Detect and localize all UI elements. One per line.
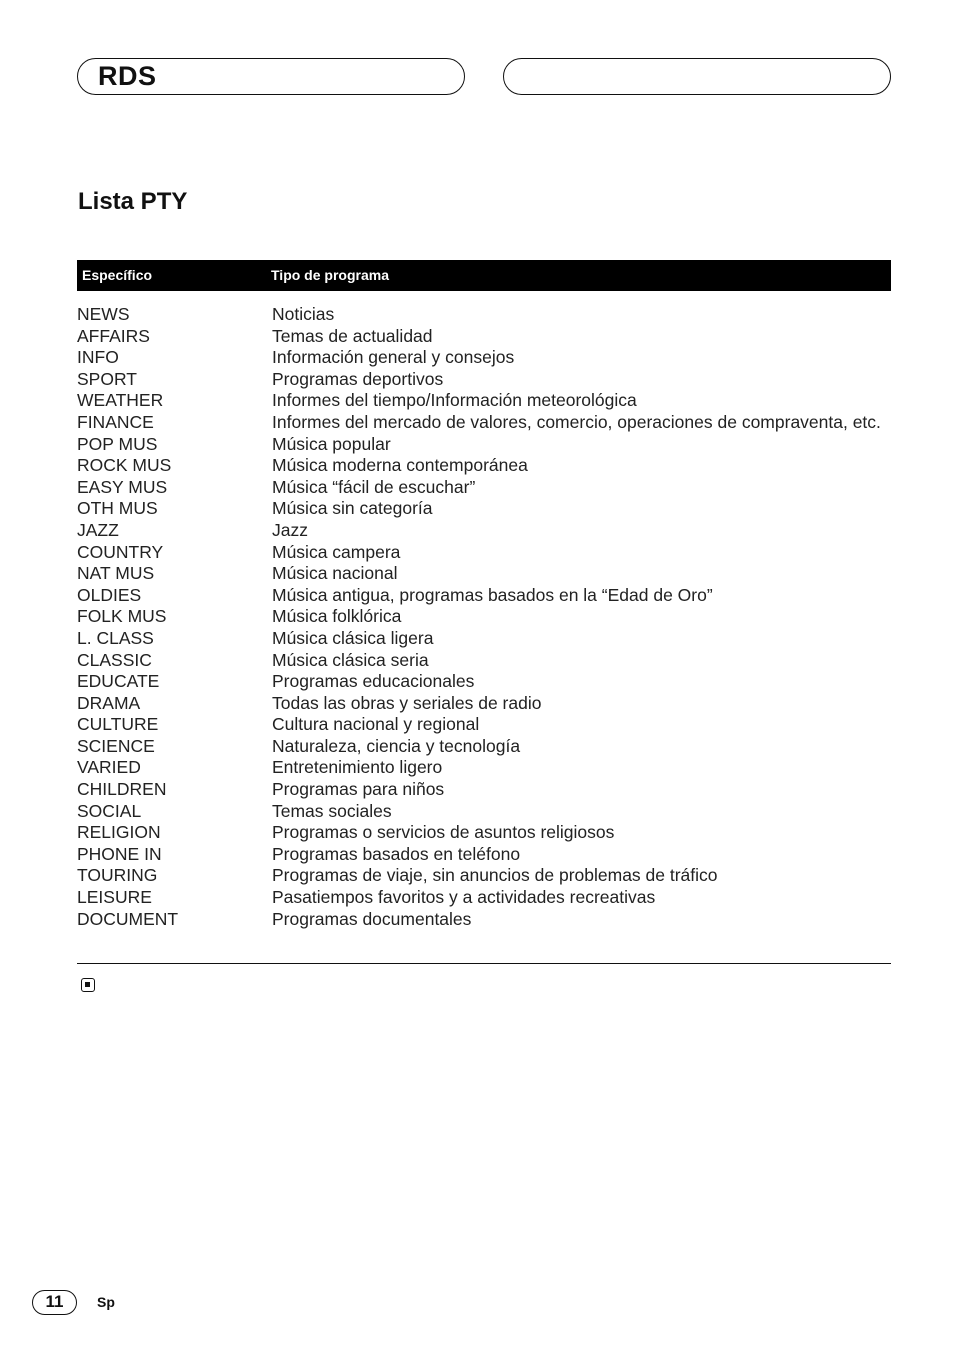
page-title: Lista PTY [78,188,188,215]
table-row [77,542,891,564]
program-type: Programas o servicios de asuntos religiosos [272,822,615,843]
table-row [77,520,891,542]
pty-code: VARIED [77,757,141,778]
table-bottom-rule [77,963,891,964]
table-header [77,260,891,291]
program-type: Música sin categoría [272,498,433,519]
program-type: Programas basados en teléfono [272,843,521,864]
pty-code: INFO [77,347,119,368]
program-type: Cultura nacional y regional [272,714,480,735]
column-header-code: Específico [82,267,153,283]
pty-code: COUNTRY [77,541,164,562]
pty-code: CHILDREN [77,779,167,800]
pty-code: EDUCATE [77,671,160,692]
program-type: Música clásica seria [272,649,429,670]
pty-code: ROCK MUS [77,455,172,476]
table-row [77,304,891,326]
page-number: 11 [32,1290,77,1315]
program-type: Música folklórica [272,606,402,627]
table-row [77,477,891,499]
end-of-section-icon [81,978,95,992]
program-type: Jazz [272,519,308,540]
program-type: Naturaleza, ciencia y tecnología [272,735,521,756]
table-row [77,412,891,434]
table-row [77,369,891,391]
program-type: Música clásica ligera [272,627,434,648]
pty-code: WEATHER [77,390,164,411]
pty-code: EASY MUS [77,476,168,497]
pty-code: POP MUS [77,433,158,454]
program-type: Información general y consejos [272,347,515,368]
table-row [77,779,891,801]
language-code: Sp [97,1294,115,1310]
program-type: Noticias [272,304,335,324]
program-type: Informes del tiempo/Información meteorológica [272,390,637,411]
table-row [77,628,891,650]
program-type: Música popular [272,433,391,454]
table-row [77,671,891,693]
program-type: Todas las obras y seriales de radio [272,692,542,713]
program-type: Música “fácil de escuchar” [272,476,476,497]
program-type: Música campera [272,541,401,562]
program-type: Temas sociales [272,800,392,821]
program-type: Música antigua, programas basados en la “Edad de Oro” [272,584,713,605]
pty-code: SPORT [77,368,137,389]
table-row [77,714,891,736]
table-row [77,650,891,672]
pty-code: JAZZ [77,519,119,540]
table-row [77,498,891,520]
table-row [77,606,891,628]
program-type: Entretenimiento ligero [272,757,443,778]
program-type: Programas documentales [272,908,472,929]
pty-code: L. CLASS [77,627,154,648]
program-type: Programas de viaje, sin anuncios de problemas de tráfico [272,865,718,886]
pty-code: CULTURE [77,714,159,735]
pty-code: PHONE IN [77,843,162,864]
table-row [77,801,891,823]
table-row [77,347,891,369]
program-type: Programas para niños [272,779,445,800]
program-type: Música nacional [272,563,398,584]
table-row [77,865,891,887]
pty-code: AFFAIRS [77,325,150,346]
table-row [77,822,891,844]
table-row [77,326,891,348]
pty-code: DRAMA [77,692,141,713]
pty-code: DOCUMENT [77,908,179,929]
table-row [77,887,891,909]
pty-code: TOURING [77,865,158,886]
table-row [77,736,891,758]
table-row [77,563,891,585]
pty-code: OTH MUS [77,498,158,519]
subsection-header [503,58,891,95]
table-row [77,390,891,412]
table-row [77,909,891,931]
program-type: Música moderna contemporánea [272,455,528,476]
pty-code: SCIENCE [77,735,155,756]
pty-code: SOCIAL [77,800,142,821]
pty-code: LEISURE [77,887,152,908]
table-row [77,585,891,607]
column-header-type: Tipo de programa [271,267,389,283]
pty-code: OLDIES [77,584,142,605]
section-title: RDS [98,61,157,91]
pty-code: NEWS [77,304,130,324]
program-type: Informes del mercado de valores, comercio, operaciones de compraventa, etc. [272,411,881,432]
pty-table-body [77,304,891,930]
pty-code: CLASSIC [77,649,152,670]
program-type: Programas educacionales [272,671,475,692]
program-type: Programas deportivos [272,368,444,389]
program-type: Temas de actualidad [272,325,433,346]
pty-code: RELIGION [77,822,161,843]
table-row [77,434,891,456]
table-row [77,693,891,715]
pty-code: FINANCE [77,411,154,432]
pty-code: FOLK MUS [77,606,167,627]
section-header [77,58,465,95]
program-type: Pasatiempos favoritos y a actividades recreativas [272,887,656,908]
pty-code: NAT MUS [77,563,155,584]
table-row [77,455,891,477]
table-row [77,757,891,779]
table-row [77,844,891,866]
